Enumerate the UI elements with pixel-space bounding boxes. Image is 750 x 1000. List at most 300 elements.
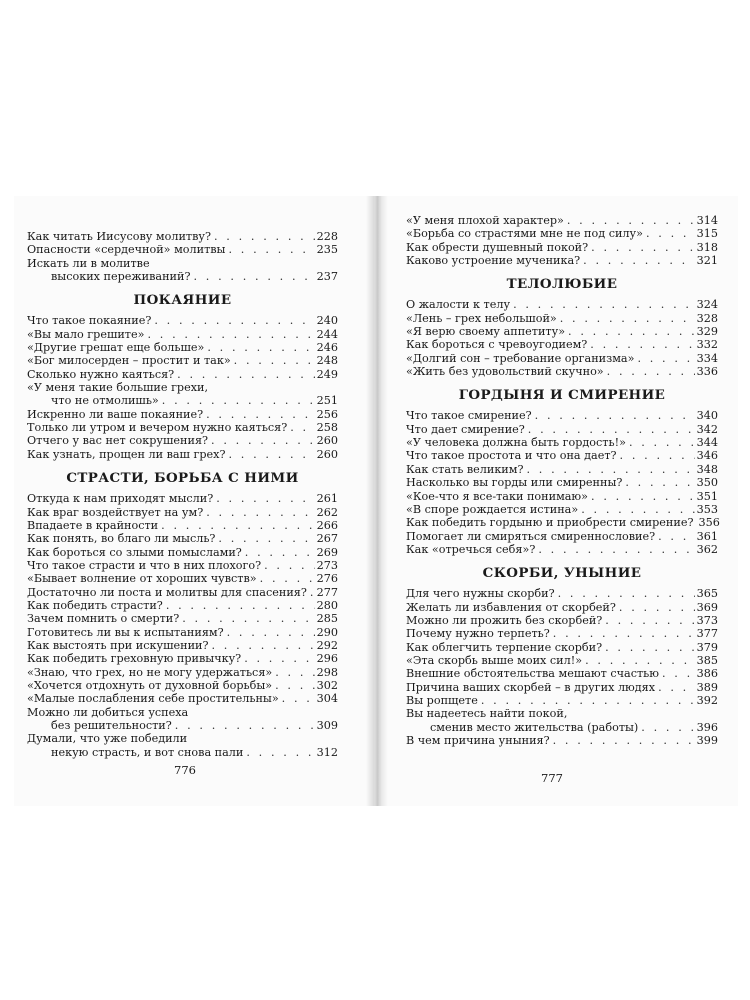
toc-entry-line xyxy=(27,572,338,585)
toc-entry-title: Каково устроение мученика? xyxy=(406,254,581,268)
toc-entry-title: Для чего нужны скорби? xyxy=(406,587,555,601)
leader-dots xyxy=(246,746,314,759)
toc-entry-page: 315 xyxy=(696,227,718,241)
toc-entry xyxy=(406,365,718,378)
toc-entry xyxy=(27,341,338,354)
toc-entry-title: «Бывает волнение от хороших чувств» xyxy=(27,572,257,586)
leader-dots xyxy=(583,254,694,267)
toc-entry-line xyxy=(406,667,718,680)
toc-entry xyxy=(406,436,718,449)
toc-entry-line xyxy=(27,746,338,759)
toc-entry-line xyxy=(406,423,718,436)
leader-dots xyxy=(264,559,315,572)
toc-entry xyxy=(27,626,338,639)
leader-dots xyxy=(161,519,315,532)
toc-entry-page: 379 xyxy=(696,640,718,654)
leader-dots xyxy=(637,352,694,365)
leader-dots xyxy=(211,434,315,447)
toc-entry-title: Можно ли добиться успеха xyxy=(27,705,189,719)
toc-entry-line xyxy=(406,227,718,240)
toc-entry xyxy=(27,639,338,652)
leader-dots xyxy=(245,546,315,559)
toc-entry-title: Готовитесь ли вы к испытаниям? xyxy=(27,625,224,639)
toc-entry xyxy=(406,338,718,351)
leader-dots xyxy=(206,408,315,421)
leader-dots xyxy=(513,298,695,311)
toc-entry-line xyxy=(27,270,338,283)
section-heading: СТРАСТИ, БОРЬБА С НИМИ xyxy=(66,470,299,487)
toc-entry-title: Как бороться со злыми помыслами? xyxy=(27,545,242,559)
toc-entry-title: Сколько нужно каяться? xyxy=(27,367,175,381)
toc-entry-title: Искать ли в молитве xyxy=(27,256,150,270)
toc-entry xyxy=(406,530,718,543)
toc-entry xyxy=(406,409,718,422)
toc-entry-page: 328 xyxy=(696,311,718,325)
toc-entry-line xyxy=(406,436,718,449)
leader-dots xyxy=(481,694,695,707)
toc-entry-page: 356 xyxy=(698,516,720,530)
toc-entry-line xyxy=(406,214,718,227)
toc-entry xyxy=(406,627,718,640)
toc-entry-page: 351 xyxy=(696,489,718,503)
toc-entry xyxy=(27,314,338,327)
toc-entry-page: 392 xyxy=(696,693,718,707)
toc-entry xyxy=(406,503,718,516)
toc-entry-page: 386 xyxy=(696,667,718,681)
toc-entry-page: 248 xyxy=(316,354,338,368)
toc-entry-title: «Бог милосерден – простит и так» xyxy=(27,354,231,368)
toc-entry-title: Как бороться с чревоугодием? xyxy=(406,338,588,352)
toc-entry-line xyxy=(27,243,338,256)
toc-entry-page: 389 xyxy=(696,680,718,694)
toc-entry-title: Что такое простота и что она дает? xyxy=(406,449,617,463)
toc-entry-title: Искренно ли ваше покаяние? xyxy=(27,407,204,421)
toc-entry-title: Как понять, во благо ли мысль? xyxy=(27,532,216,546)
toc-entry-title: Как стать великим? xyxy=(406,462,524,476)
toc-entry-title: Почему нужно терпеть? xyxy=(406,627,550,641)
toc-entry-line xyxy=(27,532,338,545)
toc-entry-page: 399 xyxy=(696,734,718,747)
toc-entry-page: 256 xyxy=(316,407,338,421)
toc-entry-title: «Эта скорбь выше моих сил!» xyxy=(406,653,583,667)
toc-entry-page: 342 xyxy=(696,422,718,436)
toc-entry-line xyxy=(27,394,338,407)
toc-entry-line xyxy=(406,325,718,338)
toc-entry xyxy=(27,706,338,733)
toc-entry-line xyxy=(406,254,718,267)
toc-entry xyxy=(27,692,338,705)
right-page-toc xyxy=(406,214,718,747)
toc-entry-line xyxy=(27,559,338,572)
toc-entry xyxy=(406,707,718,734)
toc-entry-line xyxy=(27,652,338,665)
toc-entry-page: 362 xyxy=(696,542,718,556)
toc-entry xyxy=(27,257,338,284)
toc-entry xyxy=(27,408,338,421)
toc-entry-line xyxy=(27,434,338,447)
leader-dots xyxy=(581,503,694,516)
toc-entry-line xyxy=(406,734,718,747)
leader-dots xyxy=(605,614,694,627)
toc-entry-page: 269 xyxy=(316,545,338,559)
toc-entry-line xyxy=(27,666,338,679)
leader-dots xyxy=(244,652,314,665)
toc-entry-title: Причина ваших скорбей – в других людях xyxy=(406,680,656,694)
toc-entry xyxy=(406,614,718,627)
toc-entry-line xyxy=(27,519,338,532)
leader-dots xyxy=(166,599,315,612)
leader-dots xyxy=(260,572,315,585)
toc-entry-page: 332 xyxy=(696,338,718,352)
toc-entry-page: 235 xyxy=(316,243,338,257)
leader-dots xyxy=(207,341,314,354)
leader-dots xyxy=(162,394,315,407)
toc-entry-line xyxy=(406,694,718,707)
toc-entry-page: 285 xyxy=(316,612,338,626)
toc-entry-title: «Долгий сон – требование организма» xyxy=(406,351,635,365)
toc-entry-page: 309 xyxy=(316,719,338,732)
leader-dots xyxy=(662,667,695,680)
toc-entry-title: Думали, что уже победили xyxy=(27,732,188,746)
toc-entry-page: 340 xyxy=(696,409,718,423)
toc-entry-page: 353 xyxy=(696,502,718,516)
leader-dots xyxy=(591,241,695,254)
toc-entry-page: 346 xyxy=(696,449,718,463)
toc-entry xyxy=(406,325,718,338)
toc-entry xyxy=(406,298,718,311)
toc-entry xyxy=(406,476,718,489)
toc-entry xyxy=(27,243,338,256)
toc-entry xyxy=(27,586,338,599)
toc-entry-title: Как победить греховную привычку? xyxy=(27,652,242,666)
toc-entry-page: 314 xyxy=(696,214,718,227)
toc-entry-title: «Вы мало грешите» xyxy=(27,327,145,341)
leader-dots xyxy=(585,654,695,667)
toc-entry-title: Опасности «сердечной» молитвы xyxy=(27,243,226,257)
toc-entry-title: Только ли утром и вечером нужно каяться? xyxy=(27,421,288,435)
toc-entry-line xyxy=(406,601,718,614)
toc-entry xyxy=(406,227,718,240)
toc-entry-page: 334 xyxy=(696,351,718,365)
leader-dots xyxy=(216,492,314,505)
toc-entry xyxy=(406,463,718,476)
toc-entry xyxy=(406,423,718,436)
toc-entry-page: 298 xyxy=(316,665,338,679)
toc-entry-line xyxy=(27,639,338,652)
toc-entry-line xyxy=(406,449,718,462)
toc-entry xyxy=(406,681,718,694)
toc-entry xyxy=(27,492,338,505)
toc-entry-title: Отчего у вас нет сокрушения? xyxy=(27,434,209,448)
toc-entry xyxy=(27,230,338,243)
toc-entry-page: 318 xyxy=(696,240,718,254)
toc-entry-line xyxy=(406,463,718,476)
toc-entry-title: Как выстоять при искушении? xyxy=(27,638,209,652)
section-heading: ТЕЛОЛЮБИЕ xyxy=(506,276,618,293)
toc-entry-title: Как победить страсти? xyxy=(27,598,163,612)
toc-entry xyxy=(27,434,338,447)
leader-dots xyxy=(620,449,695,462)
leader-dots xyxy=(310,586,315,599)
toc-entry-page: 249 xyxy=(316,367,338,381)
toc-entry-page: 373 xyxy=(696,613,718,627)
toc-entry xyxy=(27,532,338,545)
toc-entry xyxy=(27,354,338,367)
left-page-number: 776 xyxy=(174,763,196,777)
section-heading: СКОРБИ, УНЫНИЕ xyxy=(482,565,642,582)
toc-entry-line xyxy=(27,719,338,732)
leader-dots xyxy=(282,692,315,705)
toc-entry-title: «Кое-что я все-таки понимаю» xyxy=(406,489,589,503)
toc-entry-title: Желать ли избавления от скорбей? xyxy=(406,600,616,614)
toc-entry-line xyxy=(27,612,338,625)
toc-entry-page: 312 xyxy=(316,745,338,759)
toc-entry-page: 292 xyxy=(316,638,338,652)
toc-entry xyxy=(27,679,338,692)
toc-entry-line xyxy=(27,368,338,381)
toc-entry-title: О жалости к телу xyxy=(406,298,511,312)
leader-dots xyxy=(568,325,695,338)
leader-dots xyxy=(154,314,314,327)
leader-dots xyxy=(560,312,695,325)
toc-entry-page: 258 xyxy=(316,421,338,435)
toc-entry-title: «Малые послабления себе простительны» xyxy=(27,692,279,706)
leader-dots xyxy=(619,601,695,614)
toc-entry-line xyxy=(406,476,718,489)
toc-entry-page: 244 xyxy=(316,327,338,341)
leader-dots xyxy=(567,214,695,227)
toc-entry-line xyxy=(27,328,338,341)
book-gutter xyxy=(366,196,388,806)
toc-entry-page: 267 xyxy=(316,532,338,546)
toc-entry-line xyxy=(27,314,338,327)
toc-entry-page: 276 xyxy=(316,572,338,586)
toc-entry-title: Насколько вы горды или смиренны? xyxy=(406,476,623,490)
toc-entry-line xyxy=(406,587,718,600)
leader-dots xyxy=(528,423,695,436)
toc-entry-line xyxy=(27,341,338,354)
toc-entry xyxy=(406,667,718,680)
toc-entry-title: «У меня такие большие грехи, xyxy=(27,381,209,395)
toc-entry-page: 350 xyxy=(696,476,718,490)
toc-entry xyxy=(406,601,718,614)
toc-entry-title: Как враг воздействует на ум? xyxy=(27,505,204,519)
toc-entry xyxy=(406,734,718,747)
toc-entry xyxy=(406,312,718,325)
toc-entry-title: Можно ли прожить без скорбей? xyxy=(406,613,603,627)
leader-dots xyxy=(535,409,695,422)
toc-entry-line xyxy=(27,546,338,559)
toc-entry-page: 260 xyxy=(316,447,338,461)
leader-dots xyxy=(211,639,314,652)
leader-dots xyxy=(228,243,314,256)
toc-entry-title: Что такое покаяние? xyxy=(27,314,152,328)
toc-entry-title-continued: высоких переживаний? xyxy=(51,270,191,284)
toc-entry xyxy=(27,732,338,759)
toc-entry-line xyxy=(406,503,718,516)
leader-dots xyxy=(227,626,315,639)
toc-entry-title-continued: без решительности? xyxy=(51,719,172,732)
toc-entry-line xyxy=(27,692,338,705)
toc-entry-page: 329 xyxy=(696,325,718,339)
toc-entry-title: Как облегчить терпение скорби? xyxy=(406,640,603,654)
leader-dots xyxy=(275,666,314,679)
toc-entry-line xyxy=(27,230,338,243)
leader-dots xyxy=(234,354,315,367)
toc-entry-title: В чем причина уныния? xyxy=(406,734,550,747)
toc-entry-page: 321 xyxy=(696,254,718,268)
leader-dots xyxy=(175,719,315,732)
toc-entry-line xyxy=(27,492,338,505)
leader-dots xyxy=(629,436,695,449)
toc-entry-page: 344 xyxy=(696,436,718,450)
toc-entry-line xyxy=(406,298,718,311)
toc-entry-line xyxy=(27,421,338,434)
toc-entry-line xyxy=(406,721,718,734)
leader-dots xyxy=(193,270,314,283)
toc-entry xyxy=(27,421,338,434)
toc-entry-line xyxy=(406,241,718,254)
section-heading: ПОКАЯНИЕ xyxy=(133,292,232,309)
toc-entry-title: Откуда к нам приходят мысли? xyxy=(27,492,214,506)
right-page-number: 777 xyxy=(541,771,563,785)
leader-dots xyxy=(590,338,694,351)
toc-entry-page: 266 xyxy=(316,518,338,532)
toc-entry-title: Что дает смирение? xyxy=(406,422,525,436)
toc-entry xyxy=(27,652,338,665)
toc-entry-line xyxy=(406,312,718,325)
leader-dots xyxy=(538,543,694,556)
toc-entry xyxy=(406,254,718,267)
toc-entry-title: Впадаете в крайности xyxy=(27,518,159,532)
toc-entry-line xyxy=(27,679,338,692)
toc-entry xyxy=(27,519,338,532)
toc-entry-title: «У меня плохой характер» xyxy=(406,214,564,227)
toc-entry-line xyxy=(406,614,718,627)
toc-entry-title: «Другие грешат еще больше» xyxy=(27,341,205,355)
toc-entry-page: 262 xyxy=(316,505,338,519)
toc-entry xyxy=(27,666,338,679)
leader-dots xyxy=(625,476,694,489)
toc-entry-line xyxy=(406,365,718,378)
toc-entry-page: 369 xyxy=(696,600,718,614)
toc-entry-title: «Я верю своему аппетиту» xyxy=(406,325,566,339)
toc-entry-title: Помогает ли смиряться смиреннословие? xyxy=(406,529,656,543)
leader-dots xyxy=(553,734,695,747)
leader-dots xyxy=(177,368,314,381)
toc-entry xyxy=(406,654,718,667)
toc-entry xyxy=(27,572,338,585)
toc-entry-page: 348 xyxy=(696,462,718,476)
toc-entry-line xyxy=(406,641,718,654)
toc-entry-line xyxy=(406,681,718,694)
toc-entry-page: 246 xyxy=(316,341,338,355)
toc-entry-title: Как обрести душевный покой? xyxy=(406,240,589,254)
toc-entry-title: Зачем помнить о смерти? xyxy=(27,612,180,626)
toc-entry-page: 304 xyxy=(316,692,338,706)
toc-entry-line xyxy=(27,626,338,639)
leader-dots xyxy=(658,681,695,694)
leader-dots xyxy=(658,530,695,543)
toc-entry-line xyxy=(406,530,718,543)
toc-entry xyxy=(406,490,718,503)
toc-entry xyxy=(406,241,718,254)
toc-entry-line xyxy=(406,490,718,503)
toc-entry-title: «В споре рождается истина» xyxy=(406,502,579,516)
toc-entry-page: 251 xyxy=(316,394,338,408)
toc-entry-title: «Хочется отдохнуть от духовной борьбы» xyxy=(27,678,273,692)
toc-entry xyxy=(27,506,338,519)
toc-entry-title: Вы ропщете xyxy=(406,693,478,707)
toc-entry xyxy=(406,587,718,600)
toc-entry-page: 290 xyxy=(316,625,338,639)
toc-entry-page: 273 xyxy=(316,558,338,572)
toc-entry-title: «Борьба со страстями мне не под силу» xyxy=(406,227,643,241)
toc-entry xyxy=(406,449,718,462)
leader-dots xyxy=(147,328,314,341)
toc-entry-line xyxy=(27,448,338,461)
toc-entry-page: 240 xyxy=(316,314,338,328)
toc-entry xyxy=(406,352,718,365)
toc-entry-page: 296 xyxy=(316,652,338,666)
toc-entry-page: 228 xyxy=(316,230,338,243)
toc-entry-title: Как читать Иисусову молитву? xyxy=(27,230,211,243)
toc-entry xyxy=(27,546,338,559)
toc-entry-title: Как узнать, прощен ли ваш грех? xyxy=(27,447,226,461)
toc-entry-title: «Знаю, что грех, но не могу удержаться» xyxy=(27,665,273,679)
toc-entry-page: 336 xyxy=(696,365,718,379)
leader-dots xyxy=(290,421,314,434)
toc-entry-page: 280 xyxy=(316,598,338,612)
toc-entry xyxy=(27,368,338,381)
toc-entry xyxy=(27,599,338,612)
toc-entry-title: Внешние обстоятельства мешают счастью xyxy=(406,667,659,681)
leader-dots xyxy=(218,532,314,545)
leader-dots xyxy=(228,448,314,461)
toc-entry xyxy=(27,448,338,461)
toc-entry-line xyxy=(406,338,718,351)
toc-entry-title: Что такое смирение? xyxy=(406,409,532,423)
toc-entry xyxy=(406,214,718,227)
leader-dots xyxy=(182,612,314,625)
toc-entry-page: 361 xyxy=(696,529,718,543)
leader-dots xyxy=(526,463,694,476)
leader-dots xyxy=(275,679,315,692)
leader-dots xyxy=(591,490,695,503)
toc-entry-line xyxy=(27,408,338,421)
toc-entry-page: 385 xyxy=(696,653,718,667)
toc-entry-title: «У человека должна быть гордость!» xyxy=(406,436,626,450)
toc-entry-line xyxy=(406,516,718,529)
toc-entry-page: 324 xyxy=(696,298,718,312)
toc-entry-title: Достаточно ли поста и молитвы для спасения? xyxy=(27,585,307,599)
toc-entry-line xyxy=(27,599,338,612)
leader-dots xyxy=(206,506,314,519)
toc-entry xyxy=(406,641,718,654)
toc-entry-title: Как «отречься себя»? xyxy=(406,542,536,556)
toc-entry-title-continued: сменив место жительства (работы) xyxy=(430,720,639,734)
toc-entry-line xyxy=(406,654,718,667)
toc-entry-page: 365 xyxy=(696,587,718,601)
leader-dots xyxy=(646,227,695,240)
left-page-toc xyxy=(27,230,338,759)
leader-dots xyxy=(607,365,695,378)
toc-entry-title: «Жить без удовольствий скучно» xyxy=(406,365,604,379)
toc-entry-line xyxy=(406,352,718,365)
toc-entry xyxy=(27,381,338,408)
toc-entry xyxy=(406,516,718,529)
toc-entry-page: 261 xyxy=(316,492,338,506)
